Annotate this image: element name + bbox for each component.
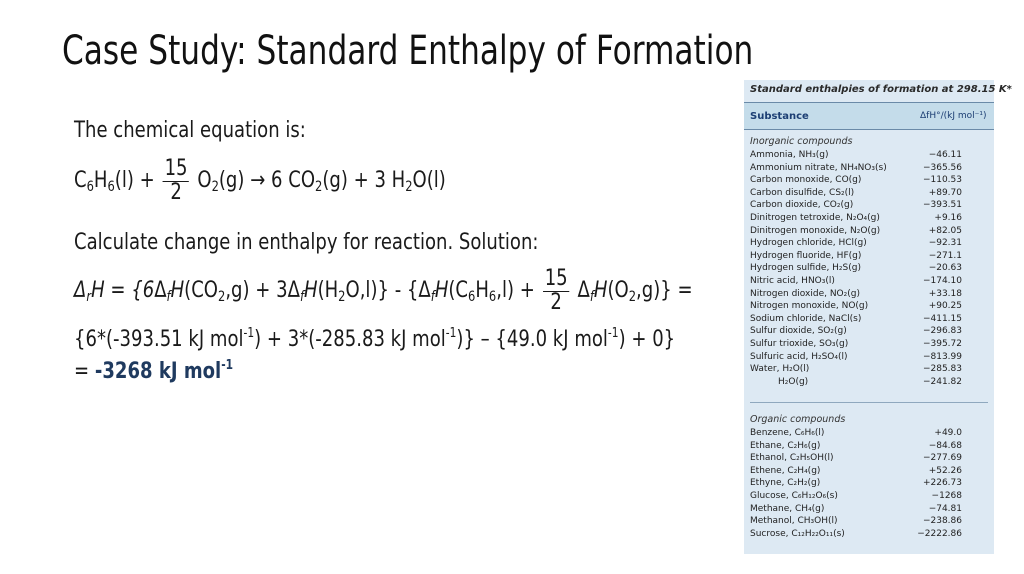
table-row [744,238,994,249]
chemical-equation: $C_6H_6(l)$ + $\frac{15}{2}$ $O_2(g) \to 6$ $CO_2(g) + 3$ $H_2O(l)$ [74,156,446,205]
enthalpy-value: +9.16 [934,213,962,223]
substance-name: Ammonia, NH₃(g) [750,150,829,160]
enthalpy-reference-table [744,80,1012,554]
table-row [744,301,994,312]
enthalpy-value: −296.83 [922,326,962,337]
enthalpy-value: −277.69 [922,453,962,464]
enthalpy-value: +226.73 [922,478,962,489]
table-row [744,529,994,540]
substance-name: Sulfur dioxide, SO₂(g) [750,326,847,337]
substance-name: Hydrogen fluoride, HF(g) [750,250,862,261]
substance-name: Water, H₂O(l) [750,364,810,375]
table-row [744,276,994,287]
group-divider [750,402,988,403]
substance-name: H₂O(g) [778,376,809,387]
result-value: -3268 kJ mol$^{-1}$ [94,358,234,384]
enthalpy-value: −74.81 [928,503,962,514]
table-row [744,516,994,527]
substance-name: Carbon disulfide, CS₂(l) [750,187,855,198]
enthalpy-value: −20.63 [928,263,962,274]
table-row [744,352,994,363]
enthalpy-value: −84.68 [928,440,962,451]
substance-name: Sulfuric acid, H₂SO₄(l) [750,351,848,362]
enthalpy-value: −1268 [931,491,962,501]
substance-name: Carbon dioxide, CO₂(g) [750,200,854,211]
substance-name: Hydrogen chloride, HCl(g) [750,238,867,249]
enthalpy-value: −395.72 [922,339,962,349]
table-row [744,466,994,477]
substance-name: Nitric acid, HNO₃(l) [750,276,835,286]
table-group-heading: Inorganic compounds [750,136,853,147]
enthalpy-value: +33.18 [928,288,962,299]
table-row [744,200,994,211]
table-header [744,102,994,130]
enthalpy-value: −271.1 [928,250,962,261]
enthalpy-value: +90.25 [928,301,962,312]
substance-name: Ethyne, C₂H₂(g) [750,478,821,489]
table-row [744,441,994,452]
table-row [744,226,994,237]
intro-text: The chemical equation is: [74,118,306,143]
table-row [744,364,994,375]
substance-name: Ammonium nitrate, NH₄NO₃(s) [750,162,887,173]
enthalpy-value: −285.83 [922,364,962,375]
table-row [744,314,994,325]
substance-name: Benzene, C₆H₆(l) [750,428,825,438]
substance-name: Glucose, C₆H₁₂O₆(s) [750,491,838,501]
substance-name: Ethene, C₂H₄(g) [750,465,821,476]
table-row [744,453,994,464]
coefficient-fraction: $\frac{15}{2}$ [164,156,188,205]
table-group-heading: Organic compounds [750,414,846,425]
column-header-substance: Substance [750,111,809,122]
enthalpy-value: −174.10 [922,276,962,286]
enthalpy-value: −393.51 [922,200,962,211]
solution-line-1: $\Delta_rH = \{6\Delta_fH(CO_2,g) + 3\Delta_fH(H_2O,l)\} - \{\Delta_fH(C_6H_6,l)$ + $\frac{15}{2}$ $\Delta_fH(O_2,g)$} = [74,266,693,315]
substance-name: Nitrogen dioxide, NO₂(g) [750,288,860,299]
substance-name: Sulfur trioxide, SO₃(g) [750,339,849,349]
solution-line-2: {6*(-393.51 kJ mol$^{-1}$) + 3*(-285.83 kJ mol$^{-1}$)} – {49.0 kJ mol$^{-1}$) + 0} [74,326,676,352]
solution-result: = -3268 kJ mol$^{-1}$ [74,358,234,384]
substance-name: Carbon monoxide, CO(g) [750,175,862,186]
table-row [744,213,994,224]
enthalpy-value: +89.70 [928,187,962,198]
substance-name: Methanol, CH₃OH(l) [750,516,838,527]
enthalpy-value: +49.0 [934,428,962,438]
table-row [744,504,994,515]
substance-name: Ethanol, C₂H₅OH(l) [750,453,834,464]
table-row [744,263,994,274]
enthalpy-value: −365.56 [922,162,962,173]
table-title: Standard enthalpies of formation at 298.15 K* [750,84,1012,95]
enthalpy-value: −92.31 [928,238,962,249]
table-row [744,326,994,337]
table-row [744,188,994,199]
table-row [744,428,994,439]
enthalpy-value: −110.53 [922,175,962,186]
enthalpy-value: +52.26 [928,465,962,476]
table-row [744,251,994,262]
table-row [744,175,994,186]
substance-name: Dinitrogen monoxide, N₂O(g) [750,225,881,236]
substance-name: Ethane, C₂H₆(g) [750,440,821,451]
column-header-value: ΔfH°/(kJ mol⁻¹) [920,111,987,121]
enthalpy-value: −238.86 [922,516,962,527]
enthalpy-value: −411.15 [922,313,962,324]
table-row [744,377,994,388]
substance-name: Methane, CH₄(g) [750,503,825,514]
table-row [744,163,994,174]
enthalpy-value: −2222.86 [917,528,962,539]
substance-name: Sucrose, C₁₂H₂₂O₁₁(s) [750,528,845,539]
table-row [744,491,994,502]
table-row [744,150,994,161]
table-row [744,289,994,300]
substance-name: Dinitrogen tetroxide, N₂O₄(g) [750,213,880,223]
table-row [744,339,994,350]
slide-title: Case Study: Standard Enthalpy of Formation [62,28,754,74]
substance-name: Nitrogen monoxide, NO(g) [750,301,869,312]
substance-name: Hydrogen sulfide, H₂S(g) [750,263,861,274]
enthalpy-value: −813.99 [922,351,962,362]
enthalpy-value: −46.11 [928,150,962,160]
enthalpy-value: +82.05 [928,225,962,236]
substance-name: Sodium chloride, NaCl(s) [750,313,862,324]
enthalpy-value: −241.82 [922,376,962,387]
task-text: Calculate change in enthalpy for reaction. Solution: [74,230,539,255]
table-row [744,478,994,489]
